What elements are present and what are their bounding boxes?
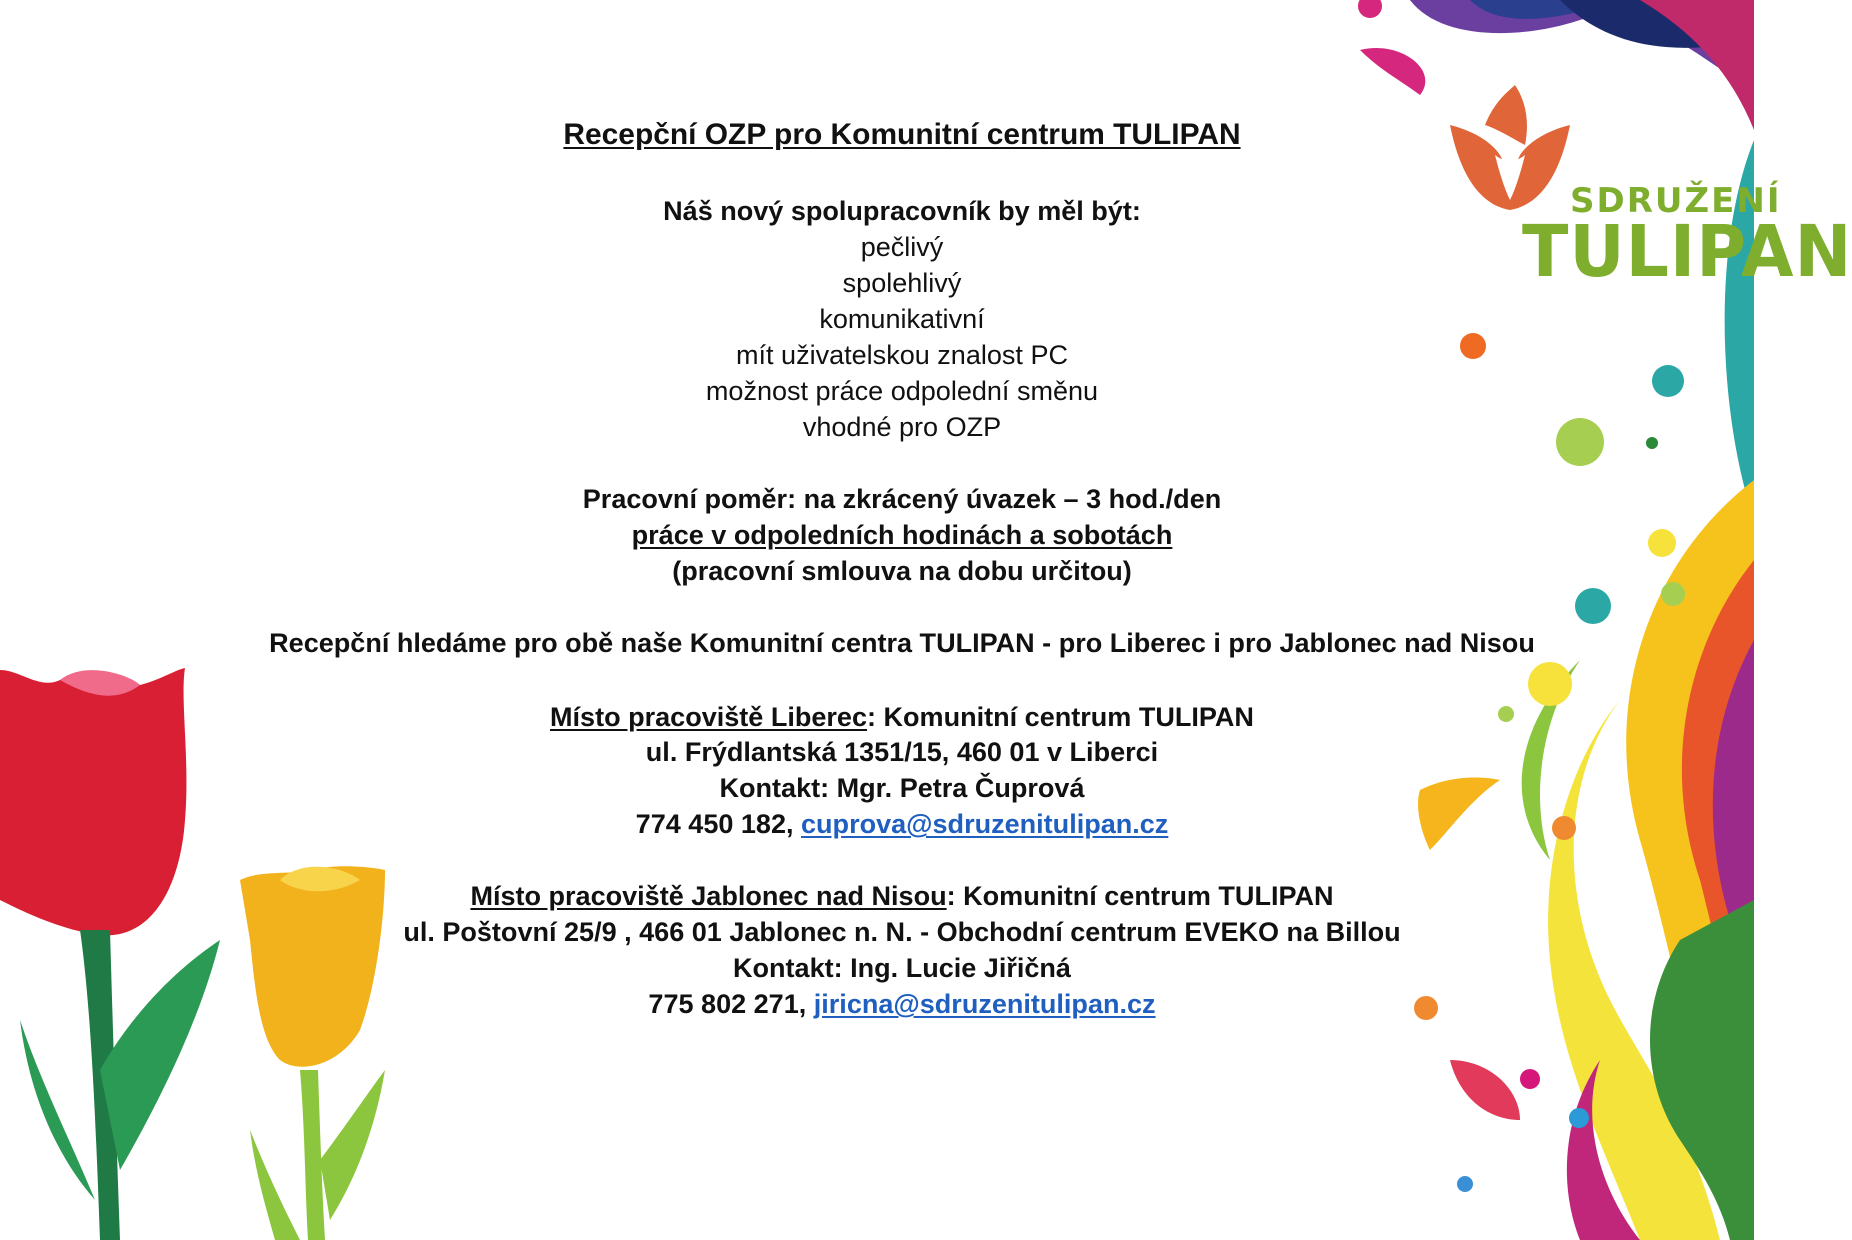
jablonec-phone-email bbox=[0, 987, 1754, 1021]
jablonec-contact: Kontakt: Ing. Lucie Jiřičná bbox=[733, 953, 1071, 983]
jablonec-place bbox=[0, 879, 1754, 913]
requirement-item: možnost práce odpolední směnu bbox=[705, 376, 1099, 406]
employment-hours: práce v odpoledních hodinách a sobotách bbox=[631, 520, 1173, 550]
liberec-place-label: Místo pracoviště Liberec bbox=[550, 702, 868, 732]
requirement-item: komunikativní bbox=[819, 304, 985, 334]
logo-line2: TULIPAN bbox=[1522, 211, 1852, 294]
requirement-item: vhodné pro OZP bbox=[802, 412, 1002, 442]
employment-contract: (pracovní smlouva na dobu určitou) bbox=[672, 556, 1132, 586]
requirements-heading: Náš nový spolupracovník by měl být: bbox=[663, 196, 1141, 226]
jablonec-place-label: Místo pracoviště Jablonec nad Nisou bbox=[470, 881, 947, 911]
liberec-contact: Kontakt: Mgr. Petra Čuprová bbox=[719, 773, 1085, 803]
page-title bbox=[0, 118, 1754, 152]
employment-type: Pracovní poměr: na zkrácený úvazek – 3 hod./den bbox=[582, 484, 1222, 514]
requirement-item: pečlivý bbox=[860, 232, 944, 262]
liberec-place-rest: : Komunitní centrum TULIPAN bbox=[867, 702, 1254, 732]
liberec-place bbox=[0, 700, 1754, 734]
title-text: Recepční OZP pro Komunitní centrum TULIPAN bbox=[563, 118, 1241, 151]
jablonec-place-rest: : Komunitní centrum TULIPAN bbox=[946, 881, 1334, 911]
liberec-address: ul. Frýdlantská 1351/15, 460 01 v Liberci bbox=[645, 737, 1159, 767]
liberec-phone-email bbox=[0, 807, 1754, 841]
logo-line1: SDRUŽENÍ bbox=[1570, 181, 1782, 221]
jablonec-email-link[interactable]: jiricna@sdruzenitulipan.cz bbox=[813, 989, 1156, 1019]
requirement-item: mít uživatelskou znalost PC bbox=[735, 340, 1069, 370]
employment-hours-line bbox=[0, 518, 1754, 552]
liberec-email-link[interactable]: cuprova@sdruzenitulipan.cz bbox=[801, 809, 1169, 839]
liberec-phone: 774 450 182, bbox=[635, 809, 802, 839]
search-note: Recepční hledáme pro obě naše Komunitní centra TULIPAN - pro Liberec i pro Jablonec nad Nisou bbox=[269, 628, 1535, 658]
jablonec-phone: 775 802 271, bbox=[648, 989, 814, 1019]
jablonec-address: ul. Poštovní 25/9 , 466 01 Jablonec n. N. - Obchodní centrum EVEKO na Billou bbox=[403, 917, 1401, 947]
requirement-item: spolehlivý bbox=[842, 268, 962, 298]
